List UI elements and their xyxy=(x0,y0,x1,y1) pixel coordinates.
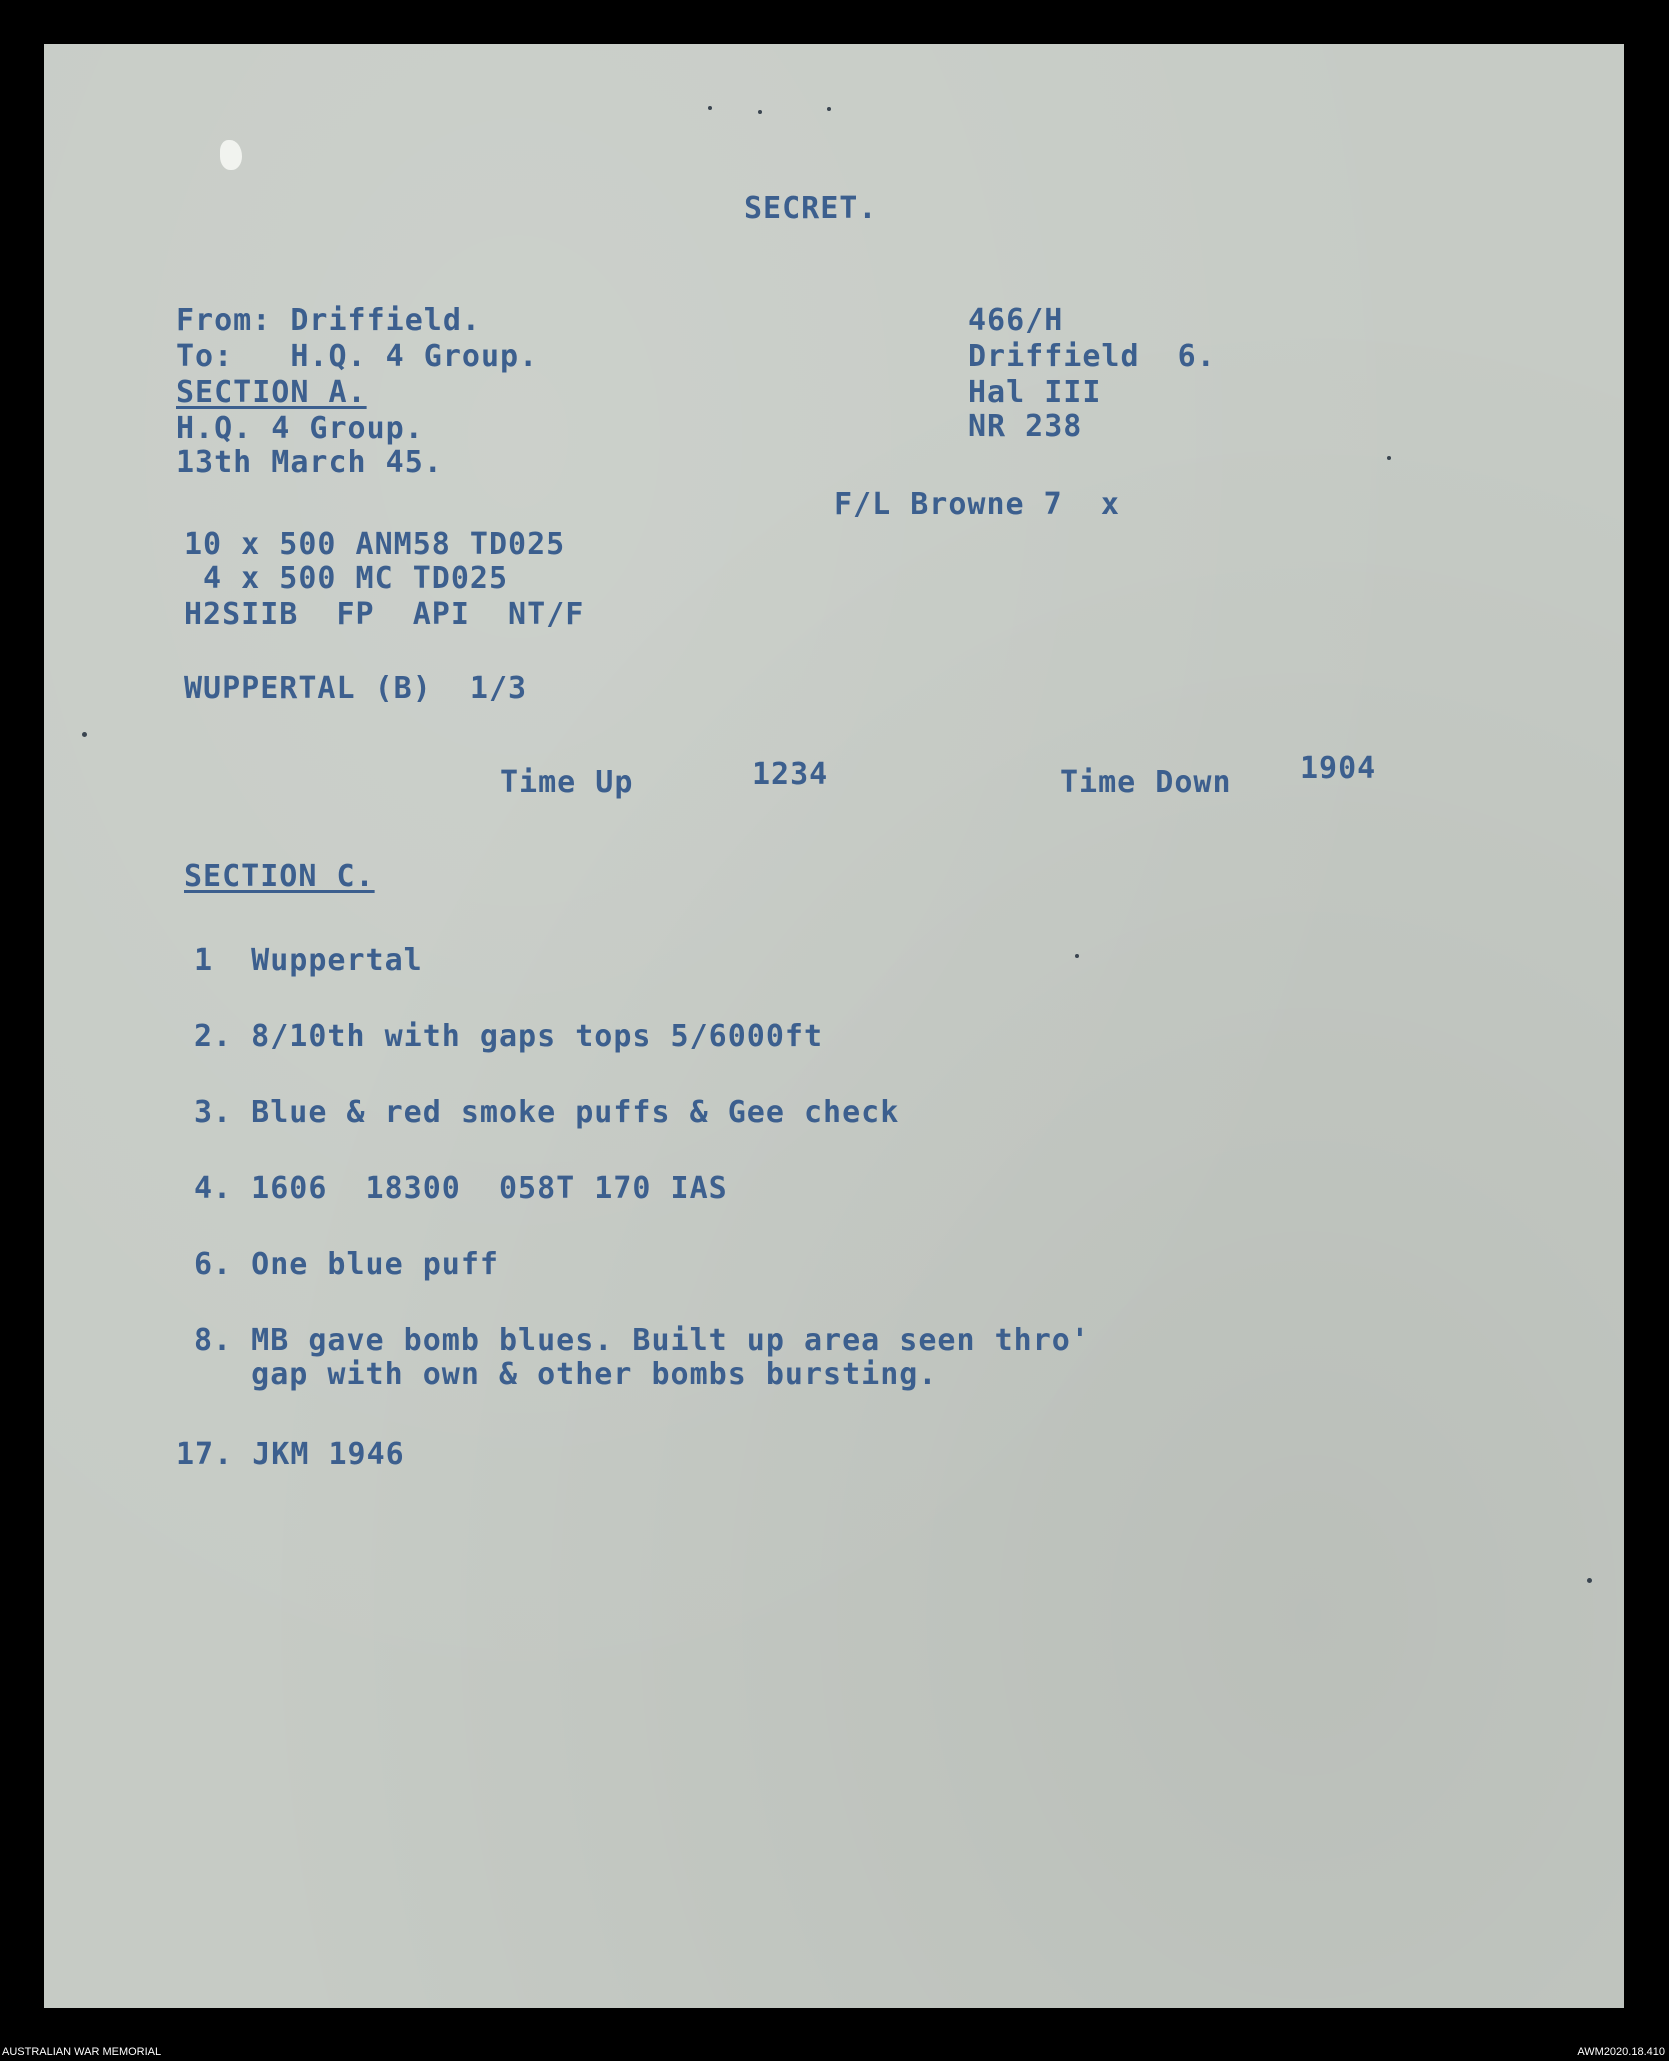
section-c-item: 3. Blue & red smoke puffs & Gee check xyxy=(194,1095,900,1130)
ink-speck xyxy=(1587,1578,1592,1583)
date-line: 13th March 45. xyxy=(176,445,443,480)
classification-heading: SECRET. xyxy=(744,191,878,226)
paper-tear xyxy=(220,140,242,170)
station-line: Driffield 6. xyxy=(968,339,1216,374)
footer-accession: AWM2020.18.410 xyxy=(1577,2046,1665,2058)
to-line: To: H.Q. 4 Group. xyxy=(176,339,539,374)
time-up-value: 1234 xyxy=(752,757,829,792)
bomb-load-line-2: 4 x 500 MC TD025 xyxy=(184,561,509,596)
section-c-heading: SECTION C. xyxy=(184,859,375,894)
ink-speck xyxy=(758,110,762,114)
ink-speck xyxy=(1387,456,1391,460)
ink-speck xyxy=(708,106,712,110)
pilot-line: F/L Browne 7 x xyxy=(834,487,1120,522)
section-c-item: gap with own & other bombs bursting. xyxy=(194,1357,938,1392)
ink-speck xyxy=(1075,954,1079,958)
section-c-item: 17. JKM 1946 xyxy=(176,1437,405,1472)
hq-line: H.Q. 4 Group. xyxy=(176,411,424,446)
ink-speck xyxy=(82,732,87,737)
bomb-load-line-1: 10 x 500 ANM58 TD025 xyxy=(184,527,566,562)
reference-number: 466/H xyxy=(968,303,1064,338)
section-c-item: 4. 1606 18300 058T 170 IAS xyxy=(194,1171,728,1206)
section-c-item: 8. MB gave bomb blues. Built up area seen thro' xyxy=(194,1323,1090,1358)
aircraft-serial: NR 238 xyxy=(968,409,1083,444)
time-down-label: Time Down xyxy=(1060,765,1232,800)
equipment-line: H2SIIB FP API NT/F xyxy=(184,597,585,632)
section-c-item: 6. One blue puff xyxy=(194,1247,499,1282)
time-up-label: Time Up xyxy=(500,765,634,800)
target-line: WUPPERTAL (B) 1/3 xyxy=(184,671,528,706)
section-c-item: 1 Wuppertal xyxy=(194,943,423,978)
ink-speck xyxy=(827,107,831,111)
from-line: From: Driffield. xyxy=(176,303,481,338)
footer-credit: AUSTRALIAN WAR MEMORIAL xyxy=(2,2046,162,2058)
aircraft-type: Hal III xyxy=(968,375,1102,410)
section-c-item: 2. 8/10th with gaps tops 5/6000ft xyxy=(194,1019,824,1054)
section-a-heading: SECTION A. xyxy=(176,375,367,410)
time-down-value: 1904 xyxy=(1300,751,1377,786)
document-page xyxy=(44,44,1624,2008)
